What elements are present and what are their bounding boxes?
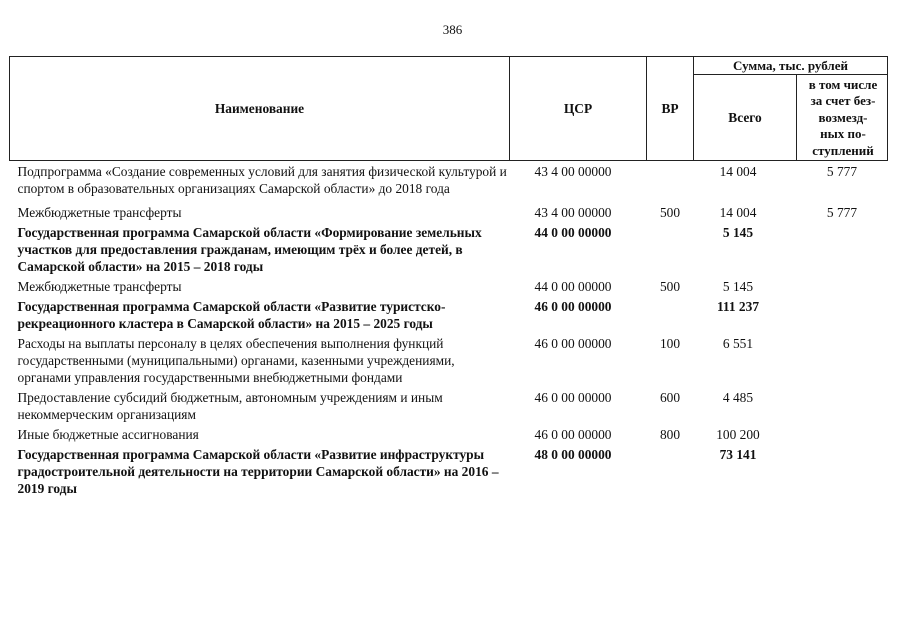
- cell-name: Государственная программа Самарской области «Развитие инфраструктуры градостроительной деятельности на территории Самарской области» на 2016 – 2019 годы: [17, 447, 499, 496]
- cell-total: 14 004: [719, 164, 757, 179]
- header-incl-line: ных по-: [820, 126, 866, 142]
- cell-vr: [647, 222, 694, 276]
- cell-csr: 43 4 00 00000: [534, 164, 612, 179]
- cell-csr: 44 0 00 00000: [534, 225, 612, 240]
- cell-csr: 46 0 00 00000: [534, 390, 612, 405]
- budget-table-wrapper: [9, 56, 887, 498]
- header-sum: Сумма, тыс. рублей: [694, 57, 888, 75]
- cell-vr: 500: [659, 205, 681, 220]
- cell-csr: 46 0 00 00000: [534, 299, 612, 314]
- cell-name: Государственная программа Самарской области «Формирование земельных участков для предоставления гражданам, имеющим трёх и более детей, в Самарской области» на 2015 – 2018 годы: [17, 225, 482, 274]
- cell-total: 73 141: [719, 447, 757, 462]
- cell-incl: 5 777: [826, 164, 858, 179]
- cell-name: Предоставление субсидий бюджетным, автономным учреждениям и иным некоммерческим организациям: [17, 390, 443, 422]
- table-row: [10, 444, 888, 498]
- table-row: [10, 387, 888, 424]
- cell-vr: 600: [659, 390, 681, 405]
- cell-name: Расходы на выплаты персоналу в целях обеспечения выполнения функций государственными (муниципальными) органами, казенными учреждениями, органами управления государственными внебюджетными фондами: [17, 336, 455, 385]
- header-incl-line: возмезд-: [818, 109, 868, 125]
- cell-total: 4 485: [722, 390, 754, 405]
- table-row: [10, 222, 888, 276]
- table-row: [10, 296, 888, 333]
- budget-table: [9, 56, 888, 498]
- cell-vr: 500: [659, 279, 681, 294]
- cell-incl: [797, 276, 888, 296]
- header-incl-line: в том числе: [808, 76, 878, 92]
- cell-csr: 46 0 00 00000: [534, 427, 612, 442]
- cell-csr: 44 0 00 00000: [534, 279, 612, 294]
- cell-incl: [797, 424, 888, 444]
- header-total: Всего: [694, 75, 797, 161]
- header-incl: [797, 75, 888, 161]
- cell-name: Иные бюджетные ассигнования: [17, 427, 199, 442]
- table-body: [10, 161, 888, 499]
- cell-name: Подпрограмма «Создание современных условий для занятия физической культурой и спортом в образовательных организациях Самарской области» до 2018 года: [17, 164, 507, 196]
- header-vr: ВР: [647, 57, 694, 161]
- cell-total: 111 237: [716, 299, 760, 314]
- header-incl-line: за счет без-: [810, 93, 876, 109]
- cell-incl: [797, 296, 888, 333]
- cell-incl: [797, 387, 888, 424]
- cell-incl: [797, 444, 888, 498]
- cell-total: 14 004: [719, 205, 757, 220]
- cell-vr: 800: [659, 427, 681, 442]
- cell-vr: 100: [659, 336, 681, 351]
- cell-csr: 43 4 00 00000: [534, 205, 612, 220]
- page-number: 386: [442, 22, 463, 37]
- table-header: [10, 57, 888, 161]
- cell-vr: [647, 444, 694, 498]
- cell-incl: [797, 222, 888, 276]
- table-row: [10, 333, 888, 387]
- table-row: [10, 161, 888, 199]
- cell-total: 6 551: [722, 336, 754, 351]
- cell-vr: [647, 296, 694, 333]
- cell-vr: [647, 161, 694, 199]
- header-incl-line: ступлений: [812, 142, 874, 158]
- cell-name: Межбюджетные трансферты: [17, 205, 182, 220]
- cell-name: Межбюджетные трансферты: [17, 279, 182, 294]
- header-name: Наименование: [10, 57, 510, 161]
- cell-total: 5 145: [722, 279, 754, 294]
- cell-incl: [797, 333, 888, 387]
- cell-total: 100 200: [716, 427, 760, 442]
- table-row: [10, 424, 888, 444]
- cell-csr: 46 0 00 00000: [534, 336, 612, 351]
- header-csr: ЦСР: [510, 57, 647, 161]
- cell-csr: 48 0 00 00000: [534, 447, 612, 462]
- cell-incl: 5 777: [826, 205, 858, 220]
- table-row: [10, 276, 888, 296]
- cell-name: Государственная программа Самарской области «Развитие туристско-рекреационного кластера в Самарской области» на 2015 – 2025 годы: [17, 299, 446, 331]
- cell-total: 5 145: [722, 225, 754, 240]
- table-row: [10, 202, 888, 222]
